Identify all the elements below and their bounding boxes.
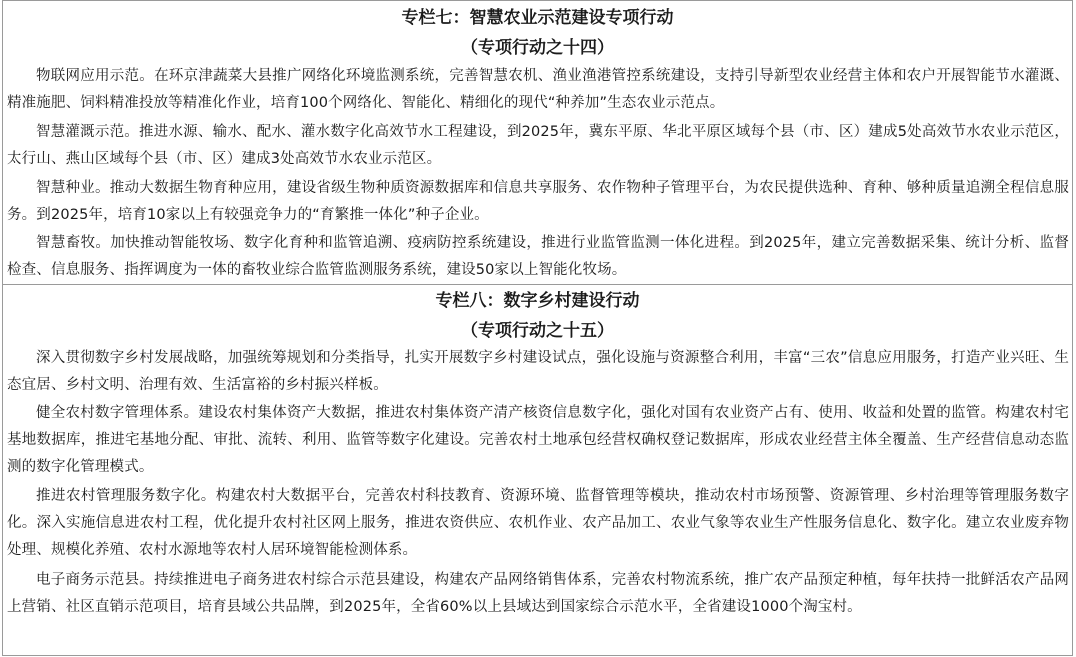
section-8-box: [3, 285, 1072, 656]
section-8-paragraph-ecommerce: 电子商务示范县。持续推进电子商务进农村综合示范县建设，构建农产品网络销售体系，完善农村物流系统，推广农产品预定种植，每年扶持一批鲜活农产品网上营销、社区直销示范项目，培育县域公共品牌，到2025年，全省60%以上县域达到国家综合示范水平，全省建设1000个淘宝村。: [7, 572, 1069, 615]
section-7-paragraph-irrigation: 智慧灌溉示范。推进水源、输水、配水、灌水数字化高效节水工程建设，到2025年，冀东平原、华北平原区域每个县（市、区）建成5处高效节水农业示范区，太行山、燕山区域每个县（市、区）建成3处高效节水农业示范区。: [7, 124, 1069, 167]
section-8-title: 专栏八：数字乡村建设行动: [435, 291, 640, 311]
section-7-paragraph-livestock: 智慧畜牧。加快推动智能牧场、数字化育种和监管追溯、疫病防控系统建设，推进行业监管监测一体化进程。到2025年，建立完善数据采集、统计分析、监督检查、信息服务、指挥调度为一体的畜牧业综合监管监测服务系统，建设50家以上智能化牧场。: [7, 235, 1069, 278]
section-7-paragraph-seed: 智慧种业。推动大数据生物育种应用，建设省级生物种质资源数据库和信息共享服务、农作物种子管理平台，为农民提供选种、育种、够种质量追溯全程信息服务。到2025年，培育10家以上有较强竞争力的“育繁推一体化”种子企业。: [7, 180, 1069, 223]
section-7-paragraph-iot: 物联网应用示范。在环京津蔬菜大县推广网络化环境监测系统，完善智慧农机、渔业渔港管控系统建设，支持引导新型农业经营主体和农户开展智能节水灌溉、精准施肥、饲料精准投放等精准化作业，培育100个网络化、智能化、精细化的现代“种养加”生态农业示范点。: [7, 68, 1069, 111]
section-7-title: 专栏七：智慧农业示范建设专项行动: [401, 8, 674, 28]
section-7-box: [3, 1, 1072, 285]
section-8-paragraph-service-digitization: 推进农村管理服务数字化。构建农村大数据平台，完善农村科技教育、资源环境、监督管理等模块，推动农村市场预警、资源管理、乡村治理等管理服务数字化。深入实施信息进农村工程，优化提升农村社区网上服务，推进农资供应、农机作业、农产品加工、农业气象等农业生产性服务信息化、数字化。建立农业废弃物处理、规模化养殖、农村水源地等农村人居环境智能检测体系。: [7, 488, 1069, 558]
section-8-paragraph-strategy: 深入贯彻数字乡村发展战略，加强统筹规划和分类指导，扎实开展数字乡村建设试点，强化设施与资源整合利用，丰富“三农”信息应用服务，打造产业兴旺、生态宜居、乡村文明、治理有效、生活富裕的乡村振兴样板。: [7, 350, 1069, 393]
document-table: [2, 0, 1073, 656]
section-8-paragraph-management-system: 健全农村数字管理体系。建设农村集体资产大数据，推进农村集体资产清产核资信息数字化，强化对国有农业资产占有、使用、收益和处置的监管。构建农村宅基地数据库，推进宅基地分配、审批、流转、利用、监管等数字化建设。完善农村土地承包经营权确权登记数据库，形成农业经营主体全覆盖、生产经营信息动态监测的数字化管理模式。: [7, 405, 1069, 475]
section-8-subtitle: （专项行动之十五）: [461, 321, 614, 341]
section-7-subtitle: （专项行动之十四）: [461, 38, 614, 58]
